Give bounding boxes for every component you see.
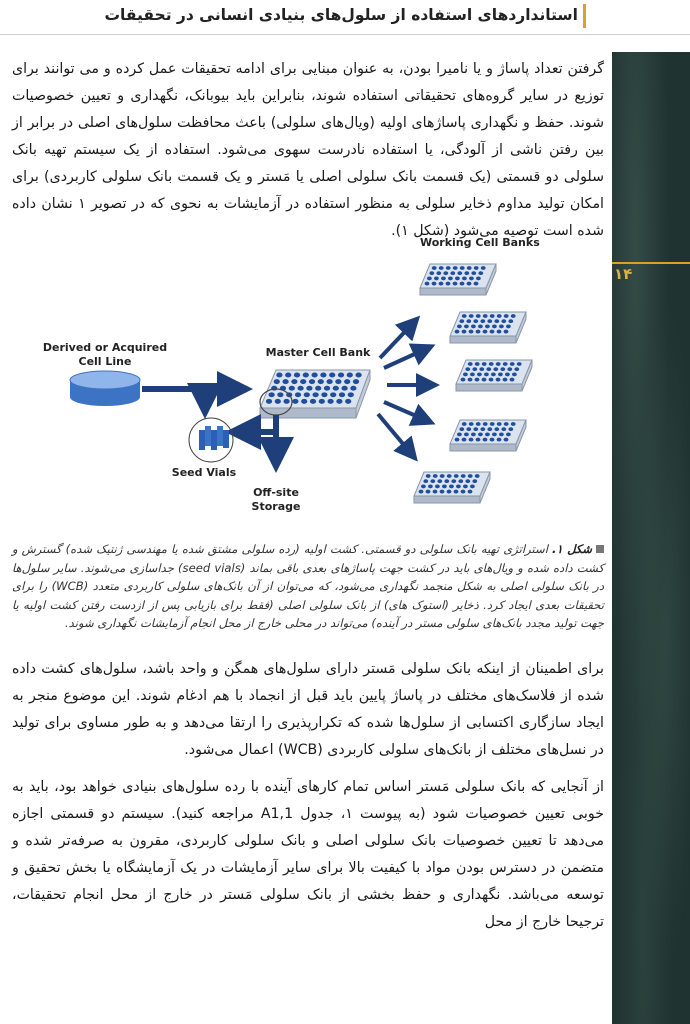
plate-well [504,438,509,442]
plate-well [492,432,497,436]
plate-well [458,479,463,483]
plate-well [480,427,485,431]
plate-well [501,319,506,323]
plate-well [433,474,438,478]
header-divider [0,34,690,35]
plate-well [269,392,275,397]
plate-well [461,490,466,494]
plate-well [310,399,316,404]
plate-well [506,432,511,436]
working-cell-banks-label: Working Cell Banks [420,236,540,249]
plate-well [453,282,458,286]
plate-well [436,271,441,275]
plate-well [335,379,341,384]
side-decorative-panel [612,52,690,1024]
plate-well [344,379,350,384]
plate-well [303,373,309,378]
plate-well [427,276,432,280]
body-paragraph-3: از آنجایی که بانک سلولی مَستر اساس تمام کارهای آینده با رده سلول‌های بنیادی خواهد بود، باید به خوبی تعیین خصوصیات شود (به پیوست ۱، جدول A1,1 مراجعه کنید). سیستم دو قسمتی اجازه می‌دهد تا تعیین خصوصیات بانک سلولی اصلی و بانک سلولی کاربردی، مقرون به صرفه‌تر شده و متضمن در دسترس بودن مواد با کیفیت بالا برای سایر آزمایشات در یک آزمایشگاه یا بخش تحقیق و توسعه می‌باشد. نگهداری و حفظ بخشی از بانک سلولی مَستر در خارج از محل انجام تحقیقات، ترجیحا خارج از محل [12,779,604,930]
plate-well [475,362,480,366]
plate-well [467,266,472,270]
plate-well [473,427,478,431]
plate-well [466,427,471,431]
body-paragraph-2: برای اطمینان از اینکه بانک سلولی مَستر دارای سلول‌های همگن و واحد باشد، سلول‌های کشت داده شده از فلاسک‌های مختلف در پاساژ پایین باید قبل از انجماد با هم ادغام شوند. این موضوع منجر به ایجاد سازگاری اکتسابی از سلول‌ها شده که تکرارپذیری را ارتقا می‌دهد و به طور مساوی برای تولید در نسل‌های مختلف از بانک‌های سلولی کاربردی (WCB) اعمال می‌شود. [12,661,604,758]
plate-well [430,479,435,483]
plate-well [478,432,483,436]
plate-well [312,373,318,378]
plate-well [434,276,439,280]
plate-well [423,479,428,483]
plate-well [457,271,462,275]
plate-well [508,427,513,431]
plate-well [497,422,502,426]
seed-vials [189,418,233,462]
plate-well [464,324,469,328]
plate-well [455,330,460,334]
plate-well [486,367,491,371]
plate-well [470,484,475,488]
plate-well [283,379,289,384]
figure-caption [12,540,604,633]
plate-well [428,484,433,488]
working-cell-bank-plate [450,312,526,343]
plate-well [469,438,474,442]
plate-well [330,392,336,397]
plate-well [490,422,495,426]
plate-well [444,479,449,483]
plate-well [494,319,499,323]
offsite-storage-label-1: Off-site [253,486,299,499]
plate-well [429,271,434,275]
plate-well [476,314,481,318]
working-cell-bank-plate [450,420,526,451]
plate-well [510,378,515,382]
plate-well [338,373,344,378]
plate-well [353,379,359,384]
plate-well [447,490,452,494]
plate-well [468,490,473,494]
plate-well [479,367,484,371]
plate-well [476,438,481,442]
plate-well [276,373,282,378]
plate-well [500,367,505,371]
plate-well [476,330,481,334]
arrow-to-wcb-2 [384,347,430,368]
plate-well [497,330,502,334]
plate-well [342,386,348,391]
plate-well [300,379,306,384]
plate-well [356,373,362,378]
plate-well [324,386,330,391]
plate-well [266,399,272,404]
plate-well [483,438,488,442]
arrow-to-wcb-1 [380,320,416,358]
plate-well [467,282,472,286]
plate-well [459,427,464,431]
plate-well [468,474,473,478]
plate-well [284,399,290,404]
plate-well [439,282,444,286]
plate-well [329,373,335,378]
plate-well [460,266,465,270]
plate-well [493,367,498,371]
running-title: استانداردهای استفاده از سلول‌های بنیادی انسانی در تحقیقات [104,6,578,24]
plate-well [506,324,511,328]
plate-well [298,386,304,391]
master-cell-bank-label: Master Cell Bank [265,346,371,359]
plate-well [511,314,516,318]
caption-text: استراتژی تهیه بانک سلولی دو قسمتی. کشت اولیه (رده سلولی مشتق شده یا مهندسی ژنتیک شده) گسترش و کشت داده شده و ویال‌های باید در کشت جهت پاساژهای بعدی باقی بماند (seed vials) جداسازی می‌شوند. سایر سلول‌ها در بانک سلولی اصلی به شکل منجمد نگهداری می‌شود، که می‌توان از آن بانک‌های سلولی کاربردی متعدد (WCB) را برای تحقیقات بعدی ایجاد کرد. ذخایر (استوک های) از بانک سلولی اصلی (فقط برای بازیابی پس از ازدست رفتن کشت اولیه یا جهت تولید مجدد بانک‌های سلولی مستر در آینده) می‌تواند در محلی خارج از محل انجام آزمایشات نگهداری شوند. [12,542,605,630]
plate-well [501,427,506,431]
plate-well [492,324,497,328]
offsite-storage-label-2: Storage [251,500,301,513]
seed-vials-label: Seed Vials [171,466,237,479]
plate-well [347,373,353,378]
plate-well [449,484,454,488]
plate-well [275,399,281,404]
plate-well [499,432,504,436]
plate-well [474,282,479,286]
plate-well [469,314,474,318]
plate-well [483,314,488,318]
page-number: ۱۴ [614,265,633,283]
plate-well [432,282,437,286]
plate-well [454,474,459,478]
plate-well [301,399,307,404]
plate-well [489,362,494,366]
plate-well [345,399,351,404]
plate-well [277,392,283,397]
plate-well [419,490,424,494]
plate-well [455,276,460,280]
plate-well [421,484,426,488]
plate-well [503,378,508,382]
plate-well [485,324,490,328]
plate-well [425,282,430,286]
figure-cell-bank-diagram [12,232,604,532]
caption-square-icon [596,545,604,553]
plate-well [476,422,481,426]
plate-well [498,372,503,376]
plate-well [471,324,476,328]
plate-well [484,372,489,376]
plate-well [442,484,447,488]
plate-well [508,319,513,323]
plate-well [457,432,462,436]
plate-well [459,319,464,323]
plate-well [285,373,291,378]
plate-well [497,314,502,318]
plate-well [464,271,469,275]
plate-well [468,378,473,382]
plate-well [505,372,510,376]
plate-well [489,378,494,382]
plate-well [470,372,475,376]
plate-well [510,362,515,366]
plate-well [468,362,473,366]
cell-line-cylinder [70,371,140,406]
plate-well [473,319,478,323]
plate-well [496,362,501,366]
plate-well [450,271,455,275]
plate-well [469,330,474,334]
plate-well [320,373,326,378]
plate-well [453,266,458,270]
plate-well [463,484,468,488]
plate-well [480,319,485,323]
plate-well [482,362,487,366]
plate-well [469,422,474,426]
plate-well [451,479,456,483]
plate-well [291,379,297,384]
plate-well [504,422,509,426]
plate-well [496,378,501,382]
plate-well [465,367,470,371]
plate-well [455,438,460,442]
plate-well [321,392,327,397]
working-cell-bank-plate [456,360,532,391]
plate-well [313,392,319,397]
plate-well [319,399,325,404]
plate-well [482,378,487,382]
plate-well [295,392,301,397]
plate-well [469,276,474,280]
plate-well [448,276,453,280]
plate-well [514,367,519,371]
plate-well [462,438,467,442]
plate-well [461,378,466,382]
plate-well [465,479,470,483]
header-accent-bar [583,4,586,28]
plate-well [511,422,516,426]
plate-well [504,330,509,334]
master-cell-bank-plate [260,370,370,418]
plate-well [350,386,356,391]
plate-well [471,432,476,436]
plate-well [441,276,446,280]
plate-well [490,314,495,318]
plate-well [440,490,445,494]
plate-well [503,362,508,366]
plate-well [289,386,295,391]
plate-well [462,276,467,280]
plate-well [457,324,462,328]
plate-well [333,386,339,391]
plate-well [336,399,342,404]
plate-well [440,474,445,478]
plate-well [490,330,495,334]
plate-well [309,379,315,384]
plate-well [348,392,354,397]
plate-well [446,282,451,286]
plate-well [475,474,480,478]
plate-well [292,399,298,404]
plate-well [483,422,488,426]
plate-well [456,484,461,488]
plate-well [306,386,312,391]
plate-well [494,427,499,431]
plate-well [466,319,471,323]
plate-well [462,314,467,318]
arrow-to-wcb-5 [378,414,414,457]
page-header [0,0,690,34]
plate-well [487,427,492,431]
plate-well [476,276,481,280]
plate-well [426,474,431,478]
derived-cell-line-label-2: Cell Line [78,355,132,368]
plate-well [462,330,467,334]
plate-well [315,386,321,391]
plate-well [474,266,479,270]
plate-well [483,330,488,334]
arrow-to-wcb-4 [384,402,430,422]
plate-well [446,266,451,270]
plate-well [439,266,444,270]
plate-well [447,474,452,478]
plate-well [294,373,300,378]
derived-cell-line-label-1: Derived or Acquired [42,341,168,354]
plate-well [339,392,345,397]
plate-well [437,479,442,483]
plate-well [478,324,483,328]
plate-well [491,372,496,376]
plate-well [304,392,310,397]
plate-well [454,490,459,494]
plate-well [472,479,477,483]
plate-well [462,422,467,426]
plate-well [481,266,486,270]
plate-well [463,372,468,376]
plate-well [433,490,438,494]
plate-well [327,379,333,384]
plate-well [477,372,482,376]
plate-well [461,474,466,478]
plate-well [274,379,280,384]
plate-well [475,378,480,382]
plate-well [485,432,490,436]
caption-label: شکل ۱. [552,542,592,556]
plate-well [507,367,512,371]
plate-well [490,438,495,442]
plate-well [460,282,465,286]
plate-well [432,266,437,270]
plate-well [499,324,504,328]
plate-well [443,271,448,275]
plate-well [471,271,476,275]
plate-well [328,399,334,404]
working-cell-bank-plate [414,472,490,503]
working-cell-bank-plate [420,264,496,295]
plate-well [504,314,509,318]
plate-well [512,372,517,376]
plate-well [426,490,431,494]
side-gold-rule [612,262,690,264]
plate-well [478,271,483,275]
plate-well [472,367,477,371]
plate-well [517,362,522,366]
body-paragraph-1: گرفتن تعداد پاساژ و یا نامیرا بودن، به عنوان مبنایی برای ادامه تحقیقات عمل کرده و می توانند برای توزیع در سایر گروه‌های تحقیقاتی استفاده شوند، بنابراین باید بیوبانک، نگهداری و تعیین خصوصیات شوند. حفظ و نگهداری پاساژهای اولیه (ویال‌های سلولی) باعث محافظت سلول‌های اصلی در برابر از بین رفتن ناشی از آلودگی، یا استفاده نادرست سهوی می‌شود. استفاده از یک سیستم تهیه بانک سلولی دو قسمتی (یک قسمت بانک سلولی اصلی یا مَستر و یک قسمت بانک سلولی کاربردی) برای امکان تولید مداوم ذخایر سلولی به منظور استفاده در آزمایشات به نحوی که در تصویر ۱ نشان داده شده است توصیه می‌شود (شکل ۱). [12,61,604,239]
plate-well [318,379,324,384]
plate-well [435,484,440,488]
plate-well [487,319,492,323]
plate-well [497,438,502,442]
plate-well [464,432,469,436]
